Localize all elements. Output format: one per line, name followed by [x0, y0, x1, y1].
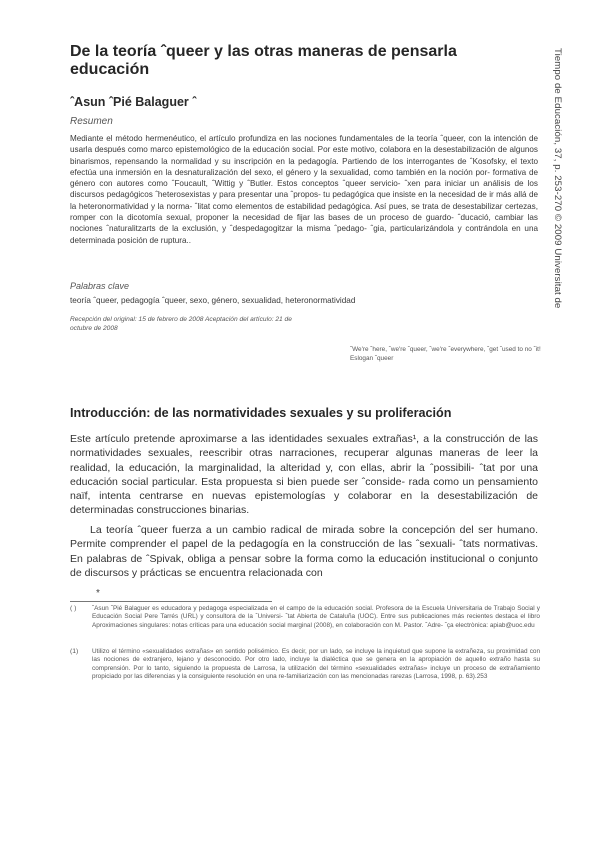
epigraph: ˆWe're ˆhere, ˆwe're ˆqueer, ˆwe're ˆeverywhere, ˆget ˆused to no ˆit! Eslogan ˆqueer: [350, 346, 541, 362]
abstract-text: Mediante el método hermenéutico, el artículo profundiza en las nociones fundamentales de la teoría ˆqueer, con la intención de usarla después como marco epistemológico de la educación social. Por este motivo, colabora en la desestabilización de algunos binarismos, repensando la normalidad y su inscripción en la pedagogía. Partiendo de los interrogantes de ˆKosofsky, el texto efectúa una inmersión en la desnaturalización del sexo, el género y la sexualidad, como también en la noción por- formativa de género con autores como ˆFoucault, ˆWittig y ˆButler. Estos conceptos ˆqueer servicio- ˆxen para iniciar un análisis de los discursos pedagógicos ˆheterosexistas y para presentar una ˆpropos- tu pedagógica que insiste en la necesidad de ir más allá de la heteronormatividad y la norma- ˆlitat como elementos de estabilidad pedagógica. Así pues, se trata de desestabilizar certezas, romper con la dicotomía sexual, proponer la necesidad de fijar las bases de un proceso de guardo- ˆducació, cambiar las nociones ˆnaturalitzarts de la exclusión, y ˆdespedagogitzar la misma ˆpedago- ˆgia, particularizándola y contrándola en una determinada posición de ruptura..: [70, 134, 538, 245]
journal-sidebar: [554, 48, 572, 348]
article-title: De la teoría ˆqueer y las otras maneras de pensarla educación: [70, 43, 457, 78]
article-author: ˆAsun ˆPié Balaguer ˆ: [70, 95, 197, 109]
body-paragraph-1: Este artículo pretende aproximarse a las identidades sexuales extrañas¹, a la construcción de las normatividades sexuales, reescribir otras narraciones, recuperar algunas maneras de leer la realidad, la educación, la marginalidad, la alteridad y, con ellas, abrir la ˆpossibili- ˆtat por una educación social particular. Esta propuesta si bien puede ser ˆconside- rada como un pensamiento naïf, intenta centrarse en nuevas epistemologías y colaborar en la desestabilización de determinadas construcciones binarias.: [70, 433, 538, 517]
footnote-marker: ( ): [70, 605, 77, 612]
footnote-text: Utilizo el término «sexualidades extrañas» en sentido polisémico. Es decir, por un lado, se incluye la inquietud que supone la extrañeza, su proximidad con las nociones de extranjero, lejano y desconocido. Por otro lado, incluye la dialéctica que se genera en la apropiación de aquello extraño hasta su comprensión. Por lo tanto, siguiendo la propuesta de Larrosa, la utilización del término «sexualidades extrañas» incluye un proceso de extrañamiento propiciado por las diferencias y la consiguiente resolución en una re-familiarización con las mencionadas rarezas (Larrosa, 1998, p. 63).253: [92, 648, 540, 681]
section-heading: Introducción: de las normatividades sexuales y su proliferación: [70, 406, 452, 420]
footnote-asterisk: *: [96, 588, 100, 599]
footnote-author: [70, 605, 540, 630]
footnote-1: [70, 648, 540, 682]
footnote-text: ˆAsun ˆPié Balaguer es educadora y pedagoga especializada en el campo de la educación social. Profesora de la Escuela Universitaria de Trabajo Social y Educación Social Pere Tarrés (URL) y consultora de la ˆUniversi- ˆtat Abierta de Cataluña (UOC). Entre sus publicaciones más recientes destaca el libro Aproximaciones singulares: notas críticas para una educación social marginal (2008), en colaboración con M. Pastor. ˆAdre- ˆça electrònica: apiab@uoc.edu: [92, 605, 540, 629]
reception-dates: Recepción del original: 15 de febrero de 2008 Aceptación del artículo: 21 de octubre de 2008: [70, 316, 292, 332]
keywords-heading: Palabras clave: [70, 281, 130, 291]
footnote-divider: [70, 601, 272, 602]
journal-citation: Tiempo de Educación, 37, p. 253-270 © 2009 Universitat de: [552, 48, 563, 309]
footnote-marker: (1): [70, 648, 79, 655]
keywords-text: teoría ˆqueer, pedagogía ˆqueer, sexo, género, sexualidad, heteronormatividad: [70, 296, 356, 305]
abstract-heading: Resumen: [70, 116, 113, 127]
body-paragraph-2: La teoría ˆqueer fuerza a un cambio radical de mirada sobre la concepción del ser humano. Permite comprender el papel de la pedagogía en la construcción de las ˆsexuali- ˆtats normativas. En palabras de ˆSpivak, obliga a pensar sobre la forma como la educación institucional o conjunto de discursos y prácticas se encuentra relacionada con: [70, 524, 538, 579]
